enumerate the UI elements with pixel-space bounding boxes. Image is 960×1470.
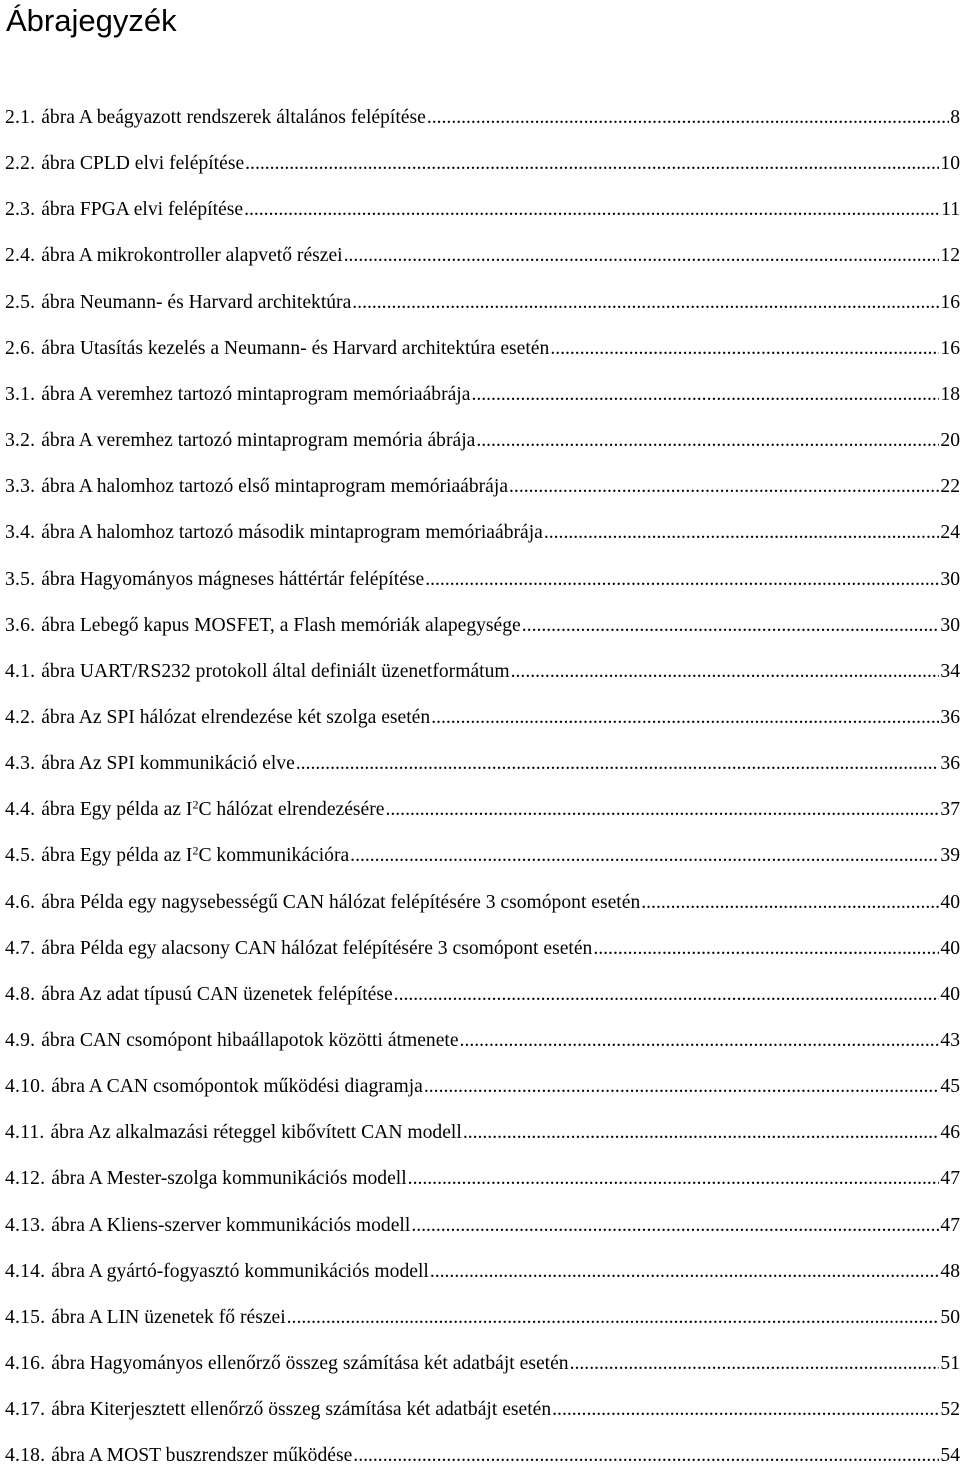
toc-entry[interactable] xyxy=(5,196,960,224)
dot-leader xyxy=(394,981,940,1009)
dot-leader xyxy=(427,104,949,132)
figure-number: 4.4. xyxy=(5,799,36,821)
figure-caption: ábra Példa egy alacsony CAN hálózat felépítésére 3 csomópont esetén xyxy=(41,937,593,959)
dot-leader xyxy=(460,1027,940,1055)
figure-number: 4.3. xyxy=(5,753,36,775)
figure-caption: ábra Az alkalmazási réteggel kibővített CAN modell xyxy=(50,1122,462,1144)
dot-leader xyxy=(411,1212,939,1240)
figure-number: 4.18. xyxy=(5,1445,46,1467)
dot-leader xyxy=(522,612,940,640)
dot-leader xyxy=(544,519,940,547)
page-number: 37 xyxy=(940,799,960,821)
figure-number: 2.1. xyxy=(5,107,36,128)
figure-caption-part: C kommunikációra xyxy=(198,845,350,867)
dot-leader xyxy=(550,335,939,363)
figure-number: 2.5. xyxy=(5,291,36,313)
figure-caption: ábra CPLD elvi felépítése xyxy=(41,153,245,175)
figure-caption: ábra A Kliens-szerver kommunikációs modell xyxy=(51,1214,411,1236)
figure-number: 3.3. xyxy=(5,476,36,498)
figure-number: 3.1. xyxy=(5,383,36,405)
figure-caption-part: ábra Egy példa az I xyxy=(41,799,193,821)
dot-leader xyxy=(509,473,939,501)
toc-entry[interactable] xyxy=(5,1027,960,1055)
dot-leader xyxy=(350,842,939,870)
figure-caption: ábra A CAN csomópontok működési diagramja xyxy=(51,1076,423,1098)
toc-entry[interactable] xyxy=(5,1165,960,1193)
figure-caption: ábra UART/RS232 protokoll által definiált üzenetformátum xyxy=(41,660,510,682)
dot-leader xyxy=(552,1396,939,1424)
figure-caption: ábra Példa egy nagysebességű CAN hálózat felépítésére 3 csomópont esetén xyxy=(41,891,641,913)
page-number: 8 xyxy=(950,107,960,128)
page-number: 30 xyxy=(940,568,960,590)
dot-leader xyxy=(463,1119,940,1147)
figure-number: 3.5. xyxy=(5,568,36,590)
figure-caption xyxy=(41,796,384,824)
toc-entry[interactable] xyxy=(5,1212,960,1240)
dot-leader xyxy=(352,289,939,317)
page-number: 11 xyxy=(941,199,960,221)
figure-number: 3.6. xyxy=(5,614,36,636)
toc-entry[interactable] xyxy=(5,1073,960,1101)
figure-caption: ábra A halomhoz tartozó első mintaprogram memóriaábrája xyxy=(41,476,509,498)
figure-caption-part: C hálózat elrendezésére xyxy=(198,799,385,821)
page-number: 46 xyxy=(940,1122,960,1144)
figure-caption: ábra A Mester-szolga kommunikációs modell xyxy=(51,1168,407,1190)
dot-leader xyxy=(431,704,939,732)
figure-caption: ábra A mikrokontroller alapvető részei xyxy=(41,245,343,267)
figure-caption: ábra FPGA elvi felépítése xyxy=(41,199,244,221)
page-number: 47 xyxy=(940,1168,960,1190)
dot-leader xyxy=(287,1304,940,1332)
dot-leader xyxy=(425,566,939,594)
figure-number: 4.1. xyxy=(5,660,36,682)
page-number: 30 xyxy=(940,614,960,636)
figure-caption: ábra A veremhez tartozó mintaprogram memóriaábrája xyxy=(41,383,471,405)
figure-number: 4.9. xyxy=(5,1030,36,1051)
figure-caption: ábra A veremhez tartozó mintaprogram memória ábrája xyxy=(41,430,476,452)
toc-entry[interactable] xyxy=(5,935,960,963)
dot-leader xyxy=(408,1165,940,1193)
page-number: 43 xyxy=(940,1030,960,1051)
dot-leader xyxy=(296,750,940,778)
toc-entry[interactable] xyxy=(5,1119,960,1147)
figure-caption: ábra A beágyazott rendszerek általános felépítése xyxy=(41,107,426,128)
figure-number: 4.11. xyxy=(5,1122,45,1144)
figure-caption: ábra A halomhoz tartozó második mintaprogram memóriaábrája xyxy=(41,522,543,544)
page-number: 36 xyxy=(940,706,960,728)
toc-entry[interactable] xyxy=(5,1258,960,1286)
page-number: 16 xyxy=(940,291,960,313)
figure-number: 4.15. xyxy=(5,1306,46,1328)
figure-caption: ábra Kiterjesztett ellenőrző összeg számítása két adatbájt esetén xyxy=(51,1399,552,1421)
toc-entry[interactable] xyxy=(5,104,960,132)
dot-leader xyxy=(430,1258,940,1286)
toc-entry[interactable] xyxy=(5,150,960,178)
figure-number: 4.8. xyxy=(5,983,36,1005)
page-number: 40 xyxy=(940,983,960,1005)
figure-caption: ábra A gyártó-fogyasztó kommunikációs modell xyxy=(51,1260,429,1282)
page-number: 54 xyxy=(940,1445,960,1467)
toc-entry[interactable] xyxy=(5,1350,960,1378)
dot-leader xyxy=(344,242,940,270)
figure-caption: ábra Az SPI kommunikáció elve xyxy=(41,753,295,775)
figure-number: 4.6. xyxy=(5,891,36,913)
figure-number: 4.12. xyxy=(5,1168,46,1190)
page-number: 52 xyxy=(940,1399,960,1421)
figure-number: 4.13. xyxy=(5,1214,46,1236)
figure-caption: ábra Az SPI hálózat elrendezése két szolga esetén xyxy=(41,706,431,728)
dot-leader xyxy=(245,150,939,178)
dot-leader xyxy=(593,935,939,963)
toc-entry[interactable] xyxy=(5,427,960,455)
figure-number: 4.10. xyxy=(5,1076,46,1098)
toc-entry[interactable] xyxy=(5,612,960,640)
page-number: 10 xyxy=(940,153,960,175)
toc-entry[interactable] xyxy=(5,658,960,686)
figure-caption: ábra Neumann- és Harvard architektúra xyxy=(41,291,352,313)
figure-caption-part: ábra Egy példa az I xyxy=(41,845,193,867)
page-number: 24 xyxy=(940,522,960,544)
dot-leader xyxy=(511,658,940,686)
toc-entry[interactable] xyxy=(5,1396,960,1424)
page-number: 40 xyxy=(940,891,960,913)
page-number: 12 xyxy=(940,245,960,267)
page-number: 51 xyxy=(940,1353,960,1375)
page-number: 45 xyxy=(940,1076,960,1098)
page-number: 39 xyxy=(940,845,960,867)
figure-number: 4.7. xyxy=(5,937,36,959)
figure-number: 3.4. xyxy=(5,522,36,544)
figure-number: 2.3. xyxy=(5,199,36,221)
figure-number: 4.14. xyxy=(5,1260,46,1282)
figure-number: 2.4. xyxy=(5,245,36,267)
page-number: 48 xyxy=(940,1260,960,1282)
dot-leader xyxy=(471,381,939,409)
toc-entry[interactable] xyxy=(5,566,960,594)
dot-leader xyxy=(641,889,939,917)
figure-number: 4.5. xyxy=(5,845,36,867)
figure-number: 4.17. xyxy=(5,1399,46,1421)
toc-entry[interactable] xyxy=(5,519,960,547)
page-number: 50 xyxy=(940,1306,960,1328)
page-number: 20 xyxy=(940,430,960,452)
figure-caption: ábra Utasítás kezelés a Neumann- és Harvard architektúra esetén xyxy=(41,337,550,359)
page-number: 16 xyxy=(940,337,960,359)
toc-entry[interactable] xyxy=(5,1304,960,1332)
page-number: 47 xyxy=(940,1214,960,1236)
figure-caption: ábra Hagyományos mágneses háttértár felépítése xyxy=(41,568,425,590)
page-number: 22 xyxy=(940,476,960,498)
page-number: 34 xyxy=(940,660,960,682)
figure-number: 2.6. xyxy=(5,337,36,359)
dot-leader xyxy=(244,196,940,224)
toc-entry[interactable] xyxy=(5,242,960,270)
figure-caption: ábra Hagyományos ellenőrző összeg számítása két adatbájt esetén xyxy=(51,1353,569,1375)
toc-entry[interactable] xyxy=(5,796,960,824)
page-number: 36 xyxy=(940,753,960,775)
toc-entry[interactable] xyxy=(5,473,960,501)
figure-caption: ábra A LIN üzenetek fő részei xyxy=(51,1306,286,1328)
dot-leader xyxy=(476,427,939,455)
figure-caption: ábra CAN csomópont hibaállapotok közötti átmenete xyxy=(41,1030,459,1051)
figure-caption: ábra Az adat típusú CAN üzenetek felépítése xyxy=(41,983,393,1005)
toc-entry[interactable] xyxy=(5,842,960,870)
figure-caption xyxy=(41,842,349,870)
toc-entry[interactable] xyxy=(5,981,960,1009)
page-number: 18 xyxy=(940,383,960,405)
toc-entry[interactable] xyxy=(5,335,960,363)
page-number: 40 xyxy=(940,937,960,959)
toc-entry[interactable] xyxy=(5,889,960,917)
dot-leader xyxy=(424,1073,940,1101)
toc-entry[interactable] xyxy=(5,381,960,409)
dot-leader xyxy=(385,796,939,824)
toc-entry[interactable] xyxy=(5,750,960,778)
figure-caption: ábra Lebegő kapus MOSFET, a Flash memóriák alapegysége xyxy=(41,614,521,636)
dot-leader xyxy=(570,1350,940,1378)
figure-number: 3.2. xyxy=(5,430,36,452)
toc-entry[interactable] xyxy=(5,289,960,317)
page-title: Ábrajegyzék xyxy=(6,3,177,38)
superscript: 2 xyxy=(192,843,199,858)
figure-caption: ábra A MOST buszrendszer működése xyxy=(51,1445,353,1467)
superscript: 2 xyxy=(192,797,199,812)
figure-number: 4.16. xyxy=(5,1353,46,1375)
toc-entry[interactable] xyxy=(5,704,960,732)
figure-number: 4.2. xyxy=(5,706,36,728)
figure-number: 2.2. xyxy=(5,153,36,175)
